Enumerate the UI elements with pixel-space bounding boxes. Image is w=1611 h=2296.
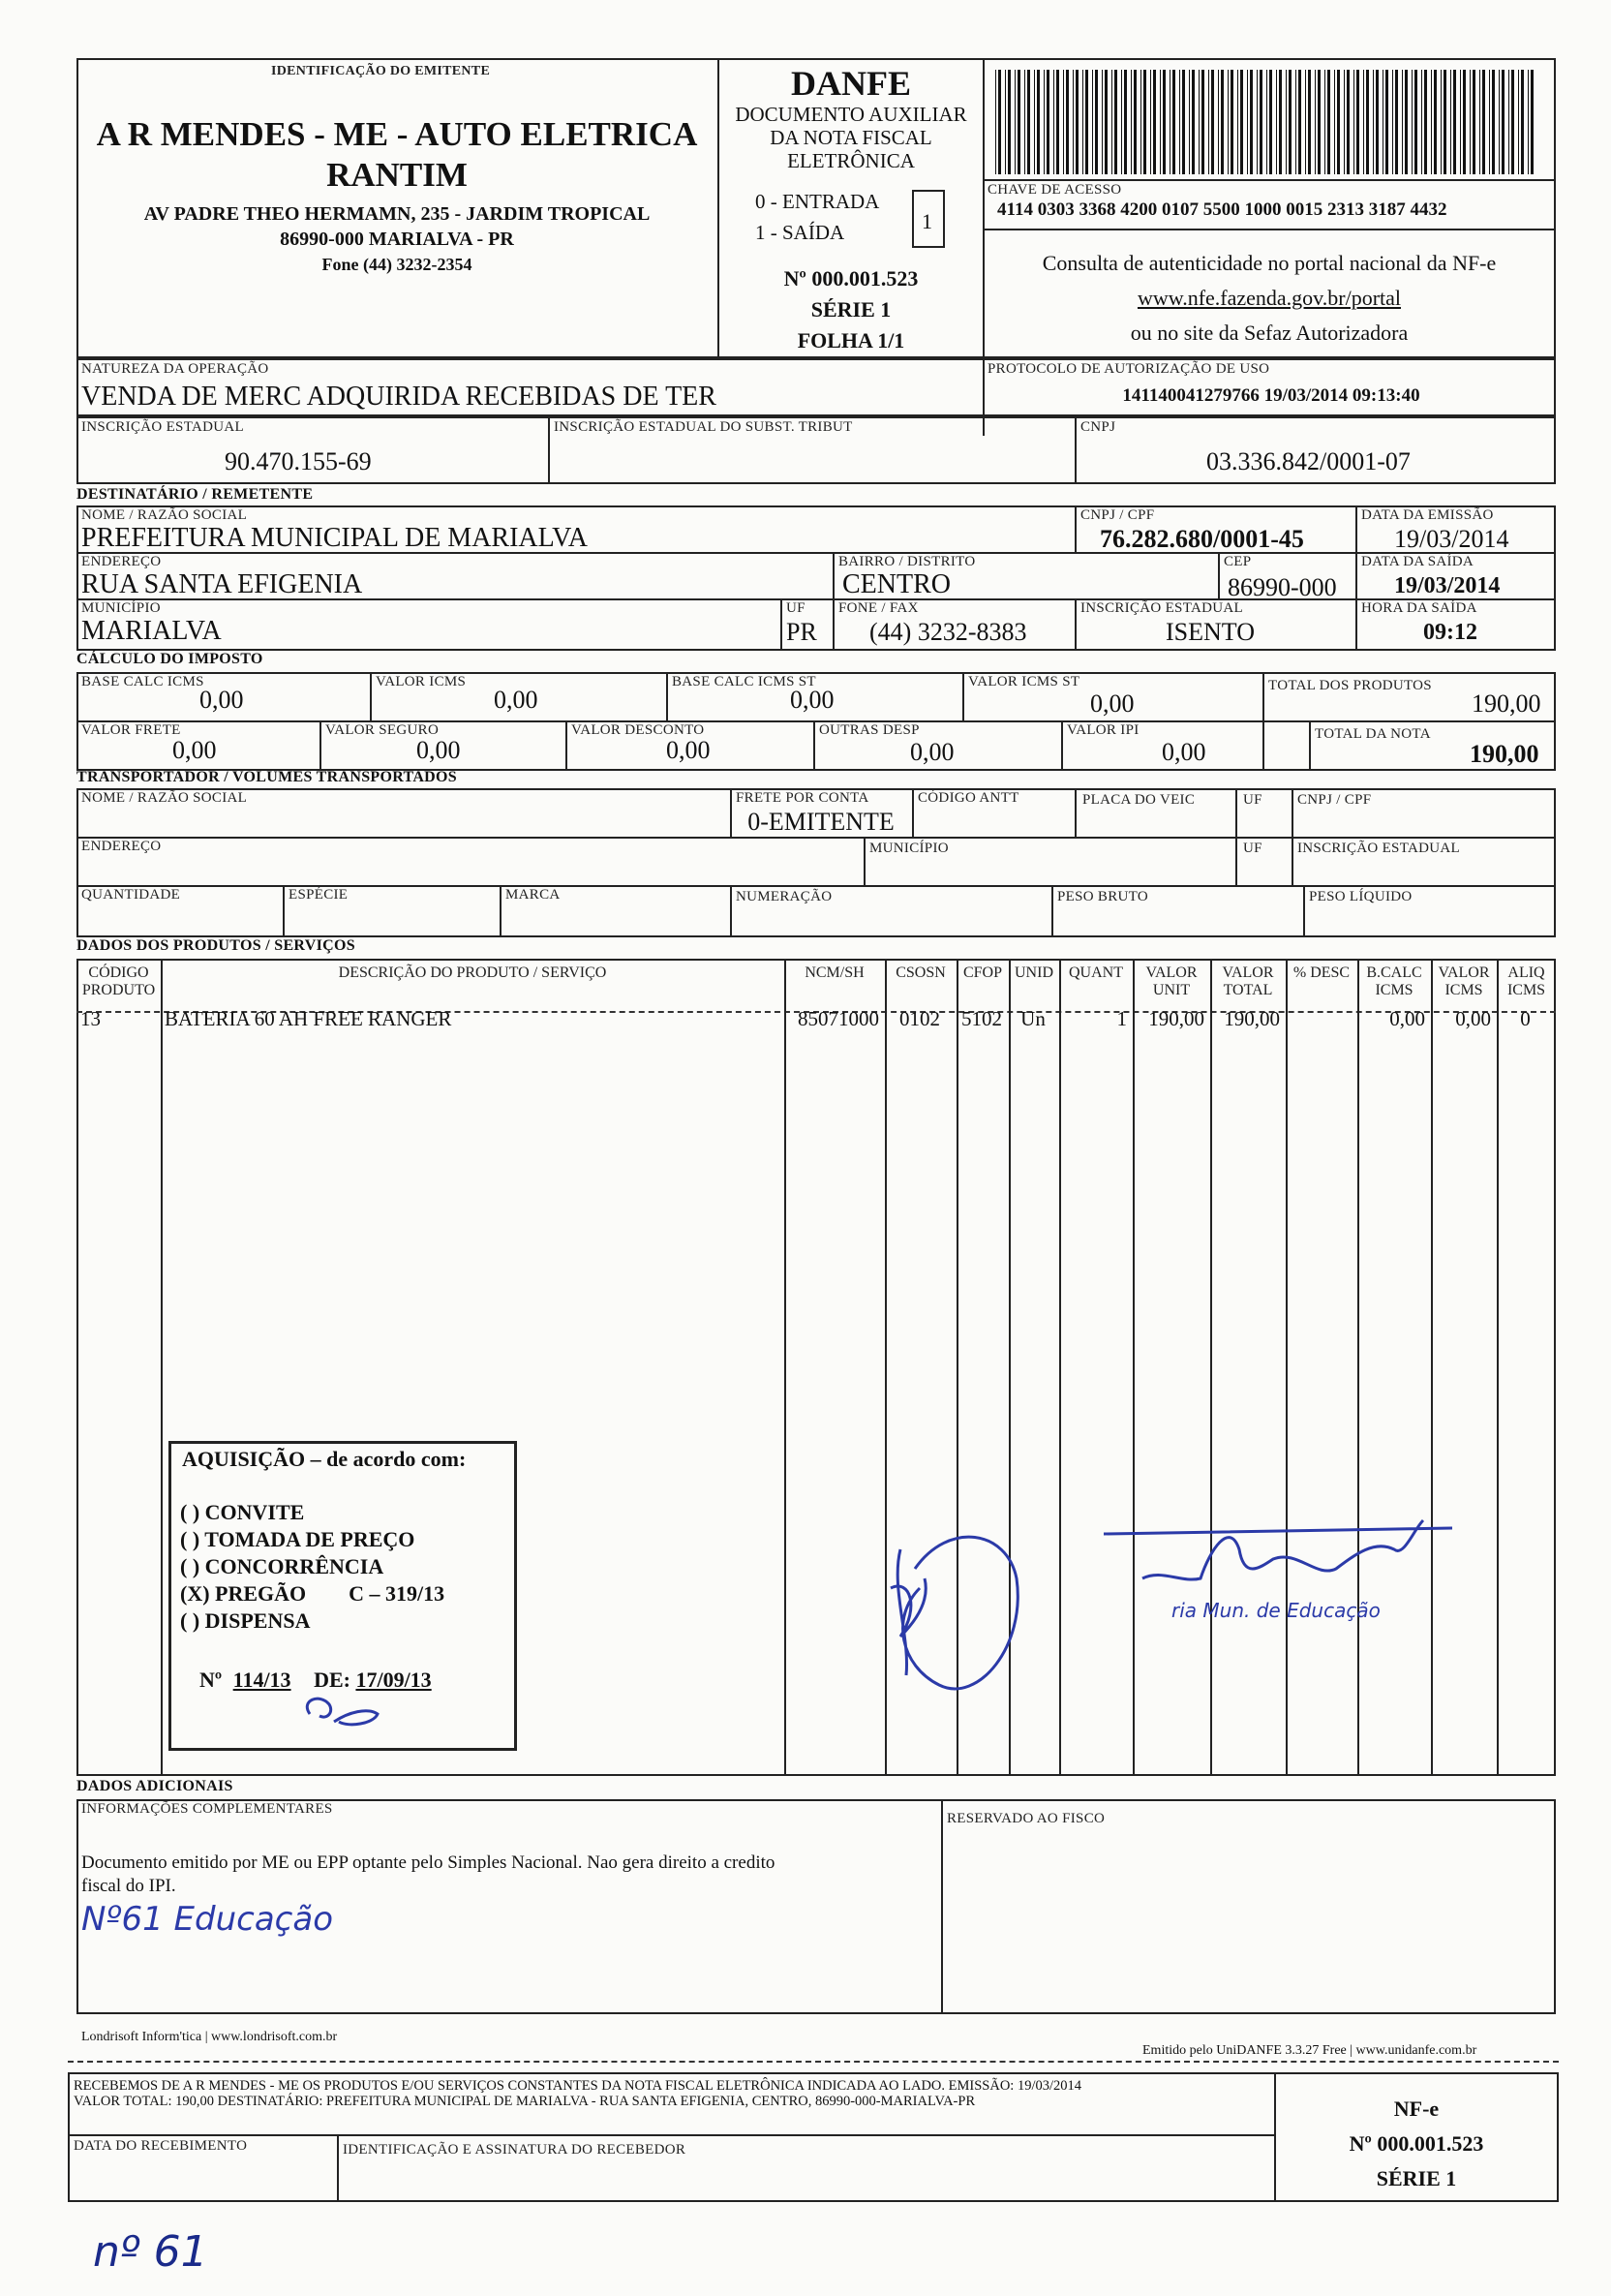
product-cell-aliq: 0 [1520,1007,1531,1030]
dest-cnpj: 76.282.680/0001-45 [1100,525,1304,553]
dest-hora-label: HORA DA SAÍDA [1361,600,1477,616]
handwritten-note: Nº61 Educação [81,1900,333,1939]
footer-right: Emitido pelo UniDANFE 3.3.27 Free | www.unidanfe.com.br [1142,2043,1477,2058]
dest-cep-label: CEP [1224,554,1252,569]
dest-uf-label: UF [786,600,806,616]
valor-st: 0,00 [1090,689,1135,718]
dest-cep: 86990-000 [1228,573,1337,601]
product-cell-codigo: 13 [80,1007,101,1030]
total-nota: 190,00 [1470,740,1539,768]
dest-cnpj-label: CNPJ / CPF [1080,507,1155,523]
product-header: NCM/SH [805,964,865,981]
dest-bairro: CENTRO [842,569,951,599]
ie-st-label: INSCRIÇÃO ESTADUAL DO SUBST. TRIBUT [554,419,853,435]
transp-frete-label: FRETE POR CONTA [736,790,869,806]
dest-hora: 09:12 [1423,620,1477,645]
total-prod: 190,00 [1472,689,1541,718]
natureza-label: NATUREZA DA OPERAÇÃO [81,361,269,377]
transp-nome-label: NOME / RAZÃO SOCIAL [81,790,248,806]
dest-endereco: RUA SANTA EFIGENIA [81,569,363,599]
valor-icms: 0,00 [494,686,538,714]
tipo-value: 1 [922,209,932,233]
product-column-divider [1357,959,1359,1776]
signature-2 [1104,1511,1462,1637]
dest-saida: 19/03/2014 [1394,573,1501,598]
cnpj-value: 03.336.842/0001-07 [1206,447,1411,475]
base-st-label: BASE CALC ICMS ST [672,674,816,689]
fisco-label: RESERVADO AO FISCO [947,1811,1106,1826]
product-column-divider [1497,959,1499,1776]
aquisicao-numero: Nº 114/13 DE: 17/09/13 [199,1668,432,1692]
canhoto-assinatura-label: IDENTIFICAÇÃO E ASSINATURA DO RECEBEDOR [343,2142,686,2158]
svg-text:ria Mun. de Educação: ria Mun. de Educação [1171,1599,1381,1622]
ipi: 0,00 [1162,738,1206,766]
signature-1 [871,1482,1026,1704]
product-header: QUANT [1069,964,1123,981]
ie-value: 90.470.155-69 [225,447,372,475]
consulta-text: Consulta de autenticidade no portal nacional da NF-e www.nfe.fazenda.gov.br/portal ou no site da Sefaz Autorizadora [988,246,1551,351]
canhoto-text: RECEBEMOS DE A R MENDES - ME OS PRODUTOS E/OU SERVIÇOS CONSTANTES DA NOTA FISCAL ELETRÔNICA INDICADA AO LADO. EMISSÃO: 19/03/2014 VALOR TOTAL: 190,00 DESTINATÁRIO: PREFEITURA MUNICIPAL DE MARIALVA - RUA SANTA EFIGENIA, CENTRO, 86990-000-MARIALVA-PR [74,2078,1082,2109]
transp-cnpj-label: CNPJ / CPF [1297,792,1372,808]
natureza-value: VENDA DE MERC ADQUIRIDA RECEBIDAS DE TER [81,382,716,412]
product-header: ALIQ ICMS [1506,964,1546,998]
product-cell-cfop: 5102 [961,1007,1002,1030]
dest-municipio-label: MUNICÍPIO [81,600,161,616]
ipi-label: VALOR IPI [1067,722,1140,738]
frete-label: VALOR FRETE [81,722,181,738]
transp-frete: 0-EMITENTE [747,808,895,836]
transp-uf-label: UF [1243,792,1262,808]
total-nota-label: TOTAL DA NOTA [1315,726,1431,742]
product-column-divider [1286,959,1288,1776]
transp-especie-label: ESPÉCIE [289,887,349,903]
dest-endereco-label: ENDEREÇO [81,554,162,569]
danfe-block: DANFE DOCUMENTO AUXILIAR DA NOTA FISCAL ELETRÔNICA [720,64,982,172]
transp-endereco-label: ENDEREÇO [81,839,162,854]
product-cell-bcalc: 0,00 [1389,1007,1425,1030]
dest-ie: ISENTO [1166,618,1255,646]
transp-placa-label: PLACA DO VEIC [1082,792,1196,808]
transp-uf2-label: UF [1243,841,1262,856]
product-cell-ncm: 85071000 [798,1007,879,1030]
dest-saida-label: DATA DA SAÍDA [1361,554,1474,569]
transp-numeracao-label: NUMERAÇÃO [736,889,833,904]
transportador-section: TRANSPORTADOR / VOLUMES TRANSPORTADOS [76,769,457,785]
ie-label: INSCRIÇÃO ESTADUAL [81,419,244,435]
chave-value: 4114 0303 3368 4200 0107 5500 1000 0015 2313 3187 4432 [997,199,1447,220]
base-icms-label: BASE CALC ICMS [81,674,204,689]
product-header: DESCRIÇÃO DO PRODUTO / SERVIÇO [338,964,607,981]
danfe-saida: 1 - SAÍDA [755,221,845,244]
dest-emissao-label: DATA DA EMISSÃO [1361,507,1494,523]
protocolo-value: 141140041279766 19/03/2014 09:13:40 [1122,385,1420,406]
frete: 0,00 [172,736,217,764]
info-text: Documento emitido por ME ou EPP optante pelo Simples Nacional. Nao gera direito a credito fiscal do IPI. [81,1852,775,1896]
dest-bairro-label: BAIRRO / DISTRITO [838,554,976,569]
product-column-divider [1133,959,1135,1776]
portal-link[interactable]: www.nfe.fazenda.gov.br/portal [1137,286,1402,310]
product-cell-vicms: 0,00 [1455,1007,1491,1030]
product-column-divider [1210,959,1212,1776]
base-st: 0,00 [790,686,835,714]
emitente-label: IDENTIFICAÇÃO DO EMITENTE [271,64,491,78]
product-cell-csosn: 0102 [899,1007,940,1030]
outras: 0,00 [910,738,955,766]
cut-line [68,2061,1559,2063]
danfe-title: DANFE [791,64,911,103]
product-cell-descricao: BATERIA 60 AH FREE RANGER [165,1007,452,1030]
barcode [995,70,1543,174]
dest-fone: (44) 3232-8383 [869,618,1027,646]
product-header: CÓDIGO PRODUTO [81,964,156,998]
product-column-divider [1059,959,1061,1776]
emitente-address: AV PADRE THEO HERMAMN, 235 - JARDIM TROPICAL 86990-000 MARIALVA - PR Fone (44) 3232-2354 [143,203,651,274]
dest-uf: PR [786,618,817,646]
chave-label: CHAVE DE ACESSO [988,182,1122,198]
product-header: VALOR ICMS [1438,964,1490,998]
product-cell-vtotal: 190,00 [1224,1007,1280,1030]
canhoto-nfe: NF-e Nº 000.001.523 SÉRIE 1 [1349,2097,1484,2190]
danfe-numero: Nº 000.001.523 SÉRIE 1 FOLHA 1/1 [783,266,919,352]
emitente-name: A R MENDES - ME - AUTO ELETRICA RANTIM [96,115,698,194]
desconto: 0,00 [666,736,711,764]
product-cell-vunit: 190,00 [1148,1007,1204,1030]
aquisicao-title: AQUISIÇÃO – de acordo com: [182,1447,467,1471]
canhoto-data-label: DATA DO RECEBIMENTO [74,2138,248,2154]
product-header: VALOR TOTAL [1222,964,1274,998]
valor-icms-label: VALOR ICMS [376,674,467,689]
transp-ie-label: INSCRIÇÃO ESTADUAL [1297,841,1460,856]
bottom-handwritten: nº 61 [93,2227,208,2277]
adicionais-section: DADOS ADICIONAIS [76,1778,233,1794]
product-column-divider [161,959,163,1776]
valor-st-label: VALOR ICMS ST [968,674,1080,689]
transp-peso-bruto-label: PESO BRUTO [1057,889,1148,904]
product-cell-quant: 1 [1116,1007,1127,1030]
total-prod-label: TOTAL DOS PRODUTOS [1268,678,1432,693]
imposto-section: CÁLCULO DO IMPOSTO [76,651,263,667]
product-column-divider [1431,959,1433,1776]
transp-marca-label: MARCA [505,887,561,903]
aquisicao-options: ( ) CONVITE ( ) TOMADA DE PREÇO ( ) CONCORRÊNCIA (X) PREGÃO C – 319/13 ( ) DISPENSA [180,1500,445,1633]
product-header: UNID [1015,964,1053,981]
dest-municipio: MARIALVA [81,616,222,646]
product-header: CSOSN [896,964,946,981]
product-column-divider [784,959,786,1776]
initials-signature [290,1683,387,1731]
transp-antt-label: CÓDIGO ANTT [918,790,1019,806]
seguro: 0,00 [416,736,461,764]
product-header: % DESC [1292,964,1351,981]
destinatario-section: DESTINATÁRIO / REMETENTE [76,486,314,503]
product-cell-unid: Un [1020,1007,1046,1030]
transp-peso-liquido-label: PESO LÍQUIDO [1309,889,1413,904]
product-header: B.CALC ICMS [1366,964,1422,998]
dest-nome-label: NOME / RAZÃO SOCIAL [81,507,248,523]
dest-fone-label: FONE / FAX [838,600,919,616]
outras-label: OUTRAS DESP [819,722,920,738]
desconto-label: VALOR DESCONTO [571,722,705,738]
danfe-entrada: 0 - ENTRADA [755,190,880,213]
info-label: INFORMAÇÕES COMPLEMENTARES [81,1801,333,1817]
footer-left: Londrisoft Inform'tica | www.londrisoft.com.br [81,2030,338,2044]
base-icms: 0,00 [199,686,244,714]
seguro-label: VALOR SEGURO [325,722,440,738]
dest-nome: PREFEITURA MUNICIPAL DE MARIALVA [81,523,589,553]
transp-quantidade-label: QUANTIDADE [81,887,181,903]
cnpj-label: CNPJ [1080,419,1116,435]
dest-ie-label: INSCRIÇÃO ESTADUAL [1080,600,1243,616]
protocolo-label: PROTOCOLO DE AUTORIZAÇÃO DE USO [988,361,1270,377]
product-header: CFOP [962,964,1003,981]
product-header: VALOR UNIT [1145,964,1198,998]
dest-emissao: 19/03/2014 [1394,525,1509,553]
transp-municipio-label: MUNICÍPIO [869,841,949,856]
produtos-section: DADOS DOS PRODUTOS / SERVIÇOS [76,937,355,954]
